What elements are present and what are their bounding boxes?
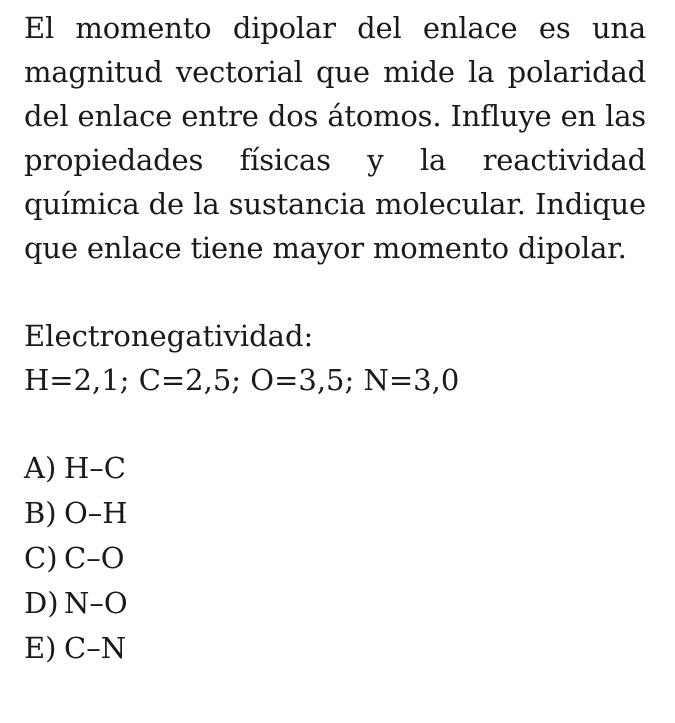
- question-block: [24, 6, 646, 671]
- question-stem: El momento dipolar del enlace es una magnitud vectorial que mide la polaridad del enlace entre dos átomos. Influye en las propiedades físicas y la reactividad química de la sustancia molecular. Indique que enlace tiene mayor momento dipolar.: [24, 11, 646, 265]
- answer-options: [24, 446, 646, 671]
- option-letter: D): [24, 586, 59, 620]
- option-letter: B): [24, 496, 57, 530]
- option-letter: E): [24, 631, 57, 665]
- data-label: Electronegatividad:: [24, 319, 314, 353]
- option-c: [24, 536, 646, 581]
- option-text: N–O: [64, 586, 128, 620]
- option-text: O–H: [64, 496, 128, 530]
- option-letter: C): [24, 541, 58, 575]
- option-text: C–N: [64, 631, 127, 665]
- option-e: [24, 626, 646, 671]
- option-d: [24, 581, 646, 626]
- data-values: H=2,1; C=2,5; O=3,5; N=3,0: [24, 363, 460, 397]
- option-text: H–C: [64, 451, 126, 485]
- option-a: [24, 446, 646, 491]
- option-b: [24, 491, 646, 536]
- option-letter: A): [24, 451, 57, 485]
- electronegativity-data: [24, 314, 646, 402]
- option-text: C–O: [64, 541, 125, 575]
